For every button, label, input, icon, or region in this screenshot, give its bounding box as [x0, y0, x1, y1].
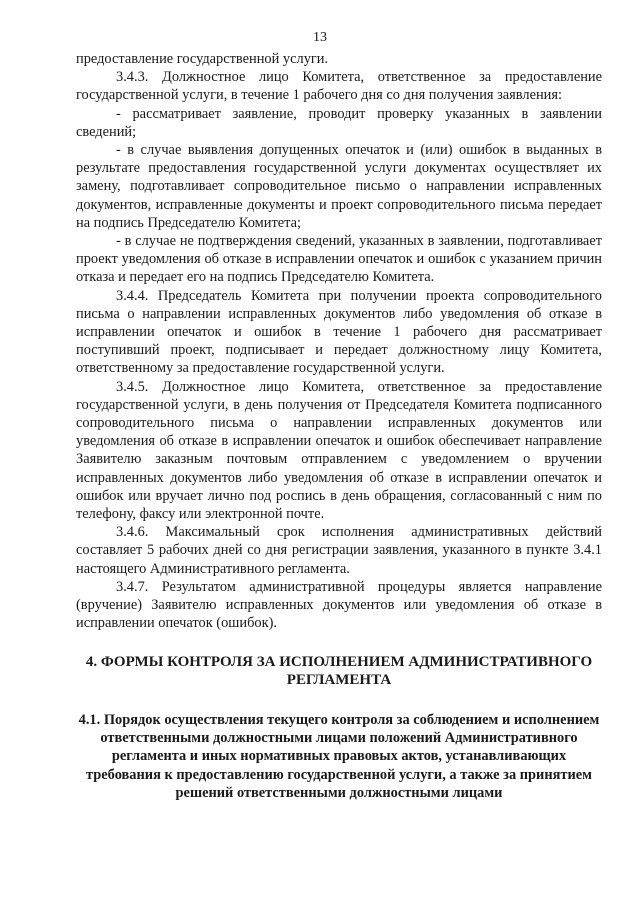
page-number: 13 — [313, 30, 327, 45]
paragraph-3-4-3: 3.4.3. Должностное лицо Комитета, ответственное за предоставление государственной услуги, в течение 1 рабочего дня со дня получения заявления: — [76, 69, 602, 104]
paragraph-3-4-7: 3.4.7. Результатом административной процедуры является направление (вручение) Заявителю исправленных документов или уведомления об отказе в исправлении опечаток (ошибок). — [76, 578, 602, 632]
paragraph-check-info: - рассматривает заявление, проводит проверку указанных в заявлении сведений; — [76, 105, 602, 140]
paragraph-not-confirmed: - в случае не подтверждения сведений, указанных в заявлении, подготавливает проект уведомления об отказе в исправлении опечаток и ошибок с указанием причин отказа и передает его на подпись Председателю Комитета. — [76, 233, 602, 286]
document-body — [76, 50, 602, 803]
paragraph-errors-found: - в случае выявления допущенных опечаток и (или) ошибок в выданных в результате предоставления государственной услуги документах осуществляет их замену, подготавливает сопроводительное письмо о направлении исправленных документов, исправленные документы и проект сопроводительного письма передает на подпись Председателю Комитета; — [76, 142, 602, 231]
section-heading: 4. ФОРМЫ КОНТРОЛЯ ЗА ИСПОЛНЕНИЕМ АДМИНИСТРАТИВНОГО РЕГЛАМЕНТА — [85, 653, 593, 688]
paragraph-3-4-4: 3.4.4. Председатель Комитета при получении проекта сопроводительного письма о направлении исправленных документов либо уведомления об отказе в исправлении опечаток и ошибок в течение 1 рабочего дня рассматривает поступивший проект, подписывает и передает должностному лицу Комитета, ответственному за предоставление государственной услуги. — [76, 287, 602, 377]
subsection-heading: 4.1. Порядок осуществления текущего контроля за соблюдением и исполнением ответственными должностными лицами положений Административного регламента и иных нормативных правовых актов, устанавливающих требования к предоставлению государственной услуги, а также за принятием решений ответственными должностными лицами — [78, 711, 600, 802]
paragraph-3-4-6: 3.4.6. Максимальный срок исполнения административных действий составляет 5 рабочих дней со дня регистрации заявления, указанного в пункте 3.4.1 настоящего Административного регламента. — [76, 524, 602, 577]
paragraph-3-4-5: 3.4.5. Должностное лицо Комитета, ответственное за предоставление государственной услуги, в день получения от Председателя Комитета подписанного сопроводительного письма о направлении исправленных документов или уведомления об отказе в исправлении опечаток и ошибок обеспечивает направление Заявителю заказным почтовым отправлением с уведомлением о вручении исправленных документов либо уведомления об отказе в исправлении опечаток и ошибок или вручает лично под роспись в день обращения, согласованный с ним по телефону, факсу или электронной почте. — [76, 378, 602, 523]
paragraph-continuation: предоставление государственной услуги. — [76, 51, 329, 67]
